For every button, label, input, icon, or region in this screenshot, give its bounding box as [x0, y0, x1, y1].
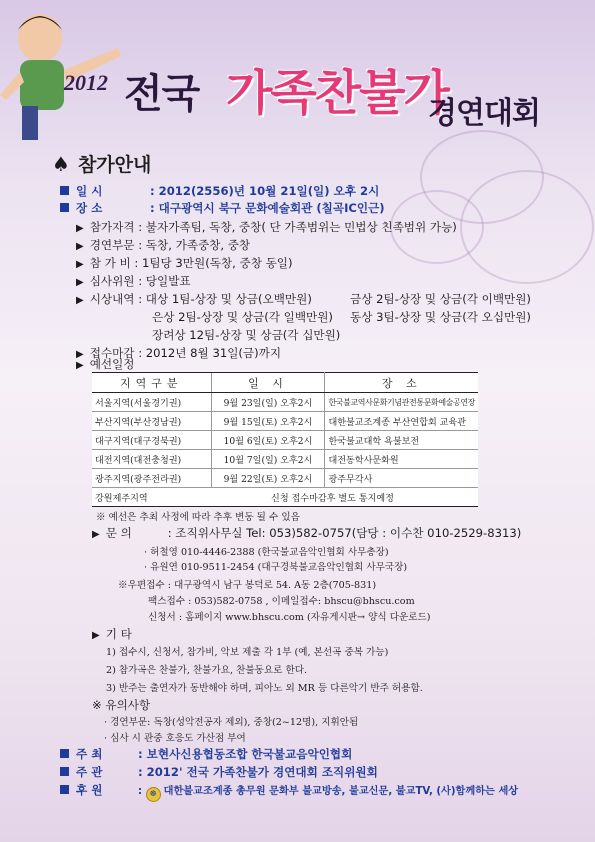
etc-item-2: 2) 참가곡은 찬불가, 찬불가요, 찬불동요로 한다. [106, 665, 308, 676]
info-venue [60, 200, 385, 216]
detail-category [76, 237, 250, 253]
cell-date: 9월 15일(토) 오후2시 [211, 412, 325, 431]
table-row [92, 450, 478, 469]
table-row [92, 488, 478, 507]
cell-region: 서울지역(서울경기권) [92, 393, 211, 412]
cell-place: 대전동학사문화원 [325, 450, 478, 469]
mail-address: ※우편접수 : 대구광역시 남구 봉덕로 54. A동 2층(705-831) [118, 580, 377, 591]
award-gold: 금상 2팀-상장 및 상금(각 이백만원) [350, 292, 531, 306]
host-label: 주 최 [76, 747, 103, 761]
cell-region: 강원제주지역 [92, 488, 211, 507]
triangle-bullet-icon: ▶ [76, 223, 84, 234]
cell-region: 부산지역(부산경남권) [92, 412, 211, 431]
date-label: 일 시 [76, 184, 103, 198]
organizer-label: 주 관 [76, 765, 103, 779]
detail-label: 참가자격 [89, 220, 135, 234]
cell-place: 대한불교조계종 부산연합회 교육관 [325, 412, 478, 431]
header-datetime: 일 시 [211, 373, 325, 393]
detail-label: 참 가 비 [89, 256, 131, 270]
host-value: : 보현사신용협동조합 한국불교음악인협회 [138, 747, 353, 761]
award-encouragement: 장려상 12팀-상장 및 상금(각 십만원) [152, 328, 341, 342]
venue-label: 장 소 [76, 201, 103, 215]
header-region: 지역구분 [92, 373, 211, 393]
prelim-heading [76, 356, 135, 372]
square-bullet-icon [60, 186, 69, 195]
caution-heading: ※ 유의사항 [92, 698, 151, 712]
triangle-bullet-icon: ▶ [76, 277, 84, 288]
deadline-label: 접수마감 [89, 346, 135, 360]
detail-eligibility [76, 219, 457, 235]
triangle-bullet-icon: ▶ [76, 241, 84, 252]
spade-icon: ♠ [52, 152, 70, 176]
cell-date: 9월 23일(일) 오후2시 [211, 393, 325, 412]
etc-label: 기 타 [105, 627, 132, 641]
table-row [92, 393, 478, 412]
sponsor-colon: : [138, 786, 146, 797]
detail-value: : 독창, 가족중창, 중창 [138, 238, 251, 252]
caution-item-1: · 경연부문: 독창(성악전공자 제외), 중창(2~12명), 지휘안됨 [104, 717, 359, 728]
detail-value: : 당일발표 [138, 274, 191, 288]
title-family-hymn: 가족찬불가 [226, 65, 448, 121]
header-banner [0, 0, 595, 150]
cell-date-note: 신청 접수마감후 별도 통지예정 [211, 488, 478, 507]
etc-item-1: 1) 접수시, 신청서, 참가비, 악보 제출 각 1부 (예, 본선곡 중복 가능) [106, 647, 389, 658]
cell-region: 대구지역(대구경북권) [92, 431, 211, 450]
cell-region: 광주지역(광주전라권) [92, 469, 211, 488]
section-title [52, 150, 151, 177]
date-value: : 2012(2556)년 10월 21일(일) 오후 2시 [150, 184, 380, 198]
triangle-bullet-icon: ▶ [76, 360, 84, 371]
table-header-row [92, 373, 478, 393]
square-bullet-icon [60, 749, 69, 758]
triangle-bullet-icon: ▶ [92, 529, 100, 540]
square-bullet-icon [60, 785, 69, 794]
detail-label: 경연부문 [89, 238, 135, 252]
title-national: 전국 [124, 70, 200, 117]
organizer-value: : 2012' 전국 가족찬불가 경연대회 조직위원회 [138, 765, 378, 779]
award-silver: 은상 2팀-상장 및 상금(각 일백만원) [152, 310, 333, 324]
application-form: 신청서 : 홈페이지 www.bhscu.com (자유게시판→ 양식 다운로드) [148, 612, 431, 623]
award-bronze: 동상 3팀-상장 및 상금(각 오십만원) [350, 310, 531, 324]
contact-label: 문 의 [105, 526, 132, 540]
footer-host [60, 746, 352, 762]
deadline-value: : 2012년 8월 31일(금)까지 [138, 346, 282, 360]
footer-organizer [60, 764, 378, 780]
etc-heading [92, 626, 132, 642]
header-place: 장 소 [325, 373, 478, 393]
award-grand: : 대상 1팀-상장 및 상금(오백만원) [138, 292, 312, 306]
square-bullet-icon [60, 203, 69, 212]
cell-region: 대전지역(대전충청권) [92, 450, 211, 469]
schedule-table [92, 372, 478, 507]
detail-fee [76, 255, 293, 271]
triangle-bullet-icon: ▶ [76, 349, 84, 360]
triangle-bullet-icon: ▶ [76, 295, 84, 306]
triangle-bullet-icon: ▶ [92, 630, 100, 641]
awards-label: 시상내역 [89, 292, 135, 306]
fax-email: 팩스접수 : 053)582-0758 , 이메일접수: bhscu@bhscu.com [148, 596, 415, 607]
contact-person-2: · 유원연 010-9511-2454 (대구경북불교음악인협회 사무국장) [144, 562, 408, 573]
footer-sponsor [60, 782, 518, 802]
contact [92, 525, 521, 541]
awards-row-1 [76, 291, 312, 307]
jogye-emblem-icon: ☸ [146, 787, 161, 802]
square-bullet-icon [60, 767, 69, 776]
etc-item-3: 3) 반주는 출연자가 동반해야 하며, 피아노 외 MR 등 다른악기 반주 허용함. [106, 683, 423, 694]
sponsor-value: 대한불교조계종 총무원 문화부 불교방송, 불교신문, 불교TV, (사)함께하는 세상 [163, 786, 519, 797]
triangle-bullet-icon: ▶ [76, 259, 84, 270]
prelim-label: 예선일정 [89, 357, 135, 371]
section-title-text: 참가안내 [77, 154, 152, 176]
contact-person-1: · 허철영 010-4446-2388 (한국불교음악인협회 사무총장) [144, 547, 389, 558]
venue-value: : 대구광역시 북구 문화예술회관 (칠곡IC인근) [150, 201, 385, 215]
cell-date: 10월 7일(일) 오후2시 [211, 450, 325, 469]
table-row [92, 412, 478, 431]
info-date [60, 183, 379, 199]
detail-label: 심사위원 [89, 274, 135, 288]
title-contest: 경연대회 [428, 96, 540, 131]
cell-place: 한국불교대학 욕불보전 [325, 431, 478, 450]
schedule-note: ※ 예선은 추최 사정에 따라 추후 변동 될 수 있음 [96, 512, 300, 523]
cell-date: 9월 22일(토) 오후2시 [211, 469, 325, 488]
title-year: 2012 [64, 70, 108, 95]
detail-judges [76, 273, 191, 289]
detail-value: : 1팀당 3만원(독창, 중창 동일) [134, 256, 293, 270]
cell-date: 10월 6일(토) 오후2시 [211, 431, 325, 450]
contact-value: : 조직위사무실 Tel: 053)582-0757(담당 : 이수찬 010-2529-8313) [167, 526, 522, 540]
table-row [92, 431, 478, 450]
cell-place: 광주무각사 [325, 469, 478, 488]
cell-place: 한국불교역사문화기념관전통문화예술공연장 [325, 393, 478, 412]
caution-item-2: · 심사 시 관중 호응도 가산점 부여 [104, 733, 246, 744]
table-row [92, 469, 478, 488]
detail-value: : 불자가족팀, 독창, 중창( 단 가족범위는 민법상 친족범위 가능) [138, 220, 457, 234]
sponsor-label: 후 원 [76, 783, 103, 797]
